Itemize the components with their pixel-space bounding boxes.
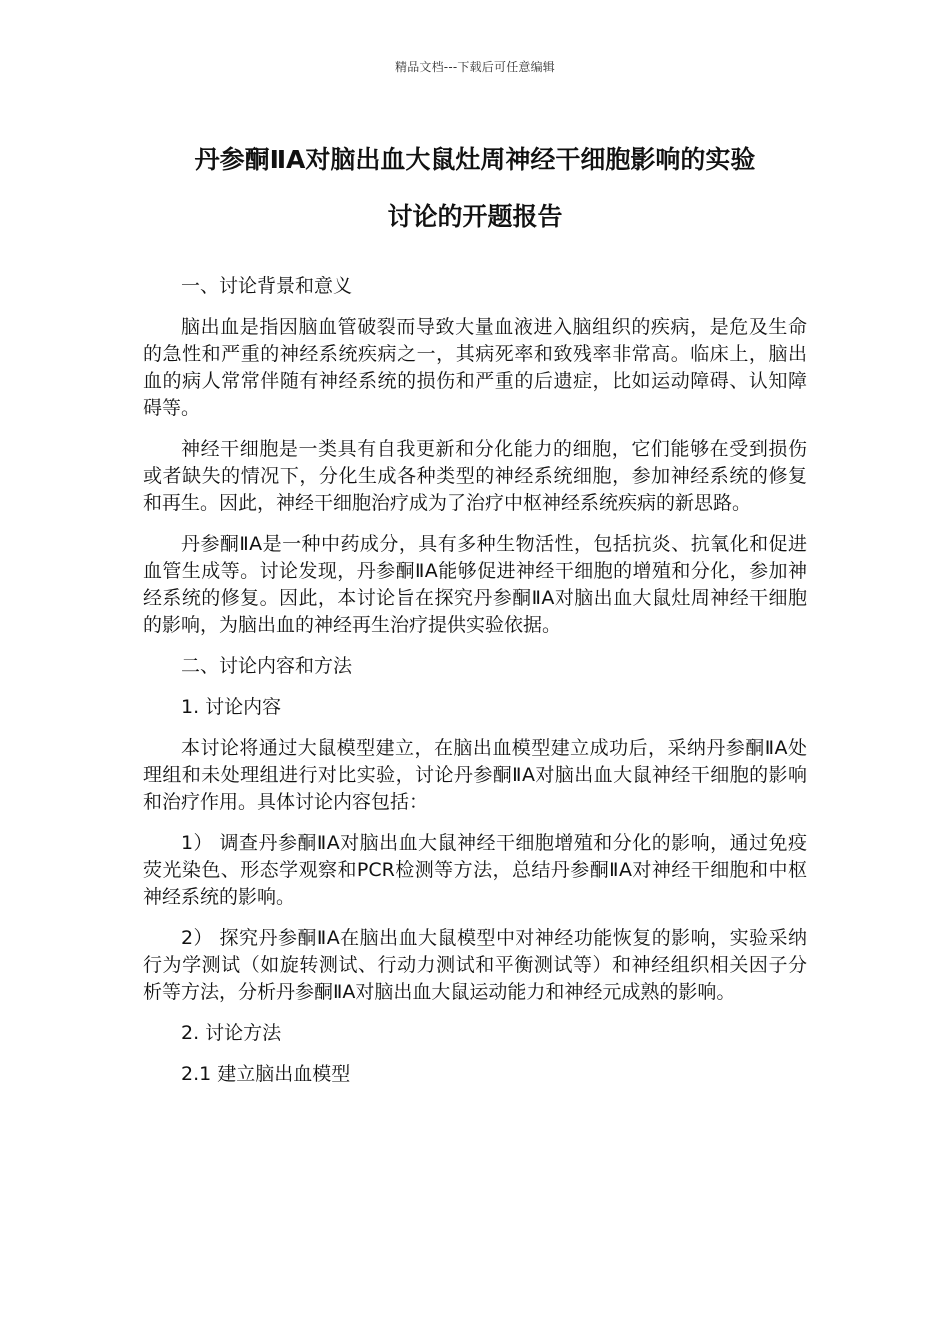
document-title-line2: 讨论的开题报告	[387, 202, 563, 231]
subsection-heading-model: 2.1 建立脑出血模型	[181, 1063, 351, 1085]
list-item-2: 2） 探究丹参酮ⅡA在脑出血大鼠模型中对神经功能恢复的影响，实验采纳行为学测试（如旋转测试、行动力测试和平衡测试等）和神经组织相关因子分析等方法，分析丹参酮ⅡA对脑出血大鼠运动能力和神经元成熟的影响。	[143, 927, 807, 1003]
list-item-1: 1） 调查丹参酮ⅡA对脑出血大鼠神经干细胞增殖和分化的影响，通过免疫荧光染色、形态学观察和PCR检测等方法，总结丹参酮ⅡA对神经干细胞和中枢神经系统的影响。	[143, 832, 807, 908]
paragraph-tanshinone: 丹参酮ⅡA是一种中药成分，具有多种生物活性，包括抗炎、抗氧化和促进血管生成等。讨论发现，丹参酮ⅡA能够促进神经干细胞的增殖和分化，参加神经系统的修复。因此，本讨论旨在探究丹参酮ⅡA对脑出血大鼠灶周神经干细胞的影响，为脑出血的神经再生治疗提供实验依据。	[143, 533, 807, 636]
header-note: 精品文档---下载后可任意编辑	[395, 60, 555, 74]
paragraph-neural-stem-cells: 神经干细胞是一类具有自我更新和分化能力的细胞，它们能够在受到损伤或者缺失的情况下，分化生成各种类型的神经系统细胞，参加神经系统的修复和再生。因此，神经干细胞治疗成为了治疗中枢神经系统疾病的新思路。	[143, 438, 807, 514]
section-heading-background: 一、讨论背景和意义	[181, 275, 353, 297]
document-body	[143, 273, 807, 1102]
subsection-heading-content: 1. 讨论内容	[181, 696, 282, 718]
paragraph-intracerebral-hemorrhage: 脑出血是指因脑血管破裂而导致大量血液进入脑组织的疾病，是危及生命的急性和严重的神经系统疾病之一，其病死率和致残率非常高。临床上，脑出血的病人常常伴随有神经系统的损伤和严重的后遗症，比如运动障碍、认知障碍等。	[143, 316, 807, 419]
paragraph-research-content: 本讨论将通过大鼠模型建立，在脑出血模型建立成功后，采纳丹参酮ⅡA处理组和未处理组进行对比实验，讨论丹参酮ⅡA对脑出血大鼠神经干细胞的影响和治疗作用。具体讨论内容包括：	[143, 737, 807, 813]
subsection-heading-methods: 2. 讨论方法	[181, 1022, 282, 1044]
document-title-line1: 丹参酮ⅡA对脑出血大鼠灶周神经干细胞影响的实验	[194, 145, 756, 174]
section-heading-content-methods: 二、讨论内容和方法	[181, 655, 353, 677]
